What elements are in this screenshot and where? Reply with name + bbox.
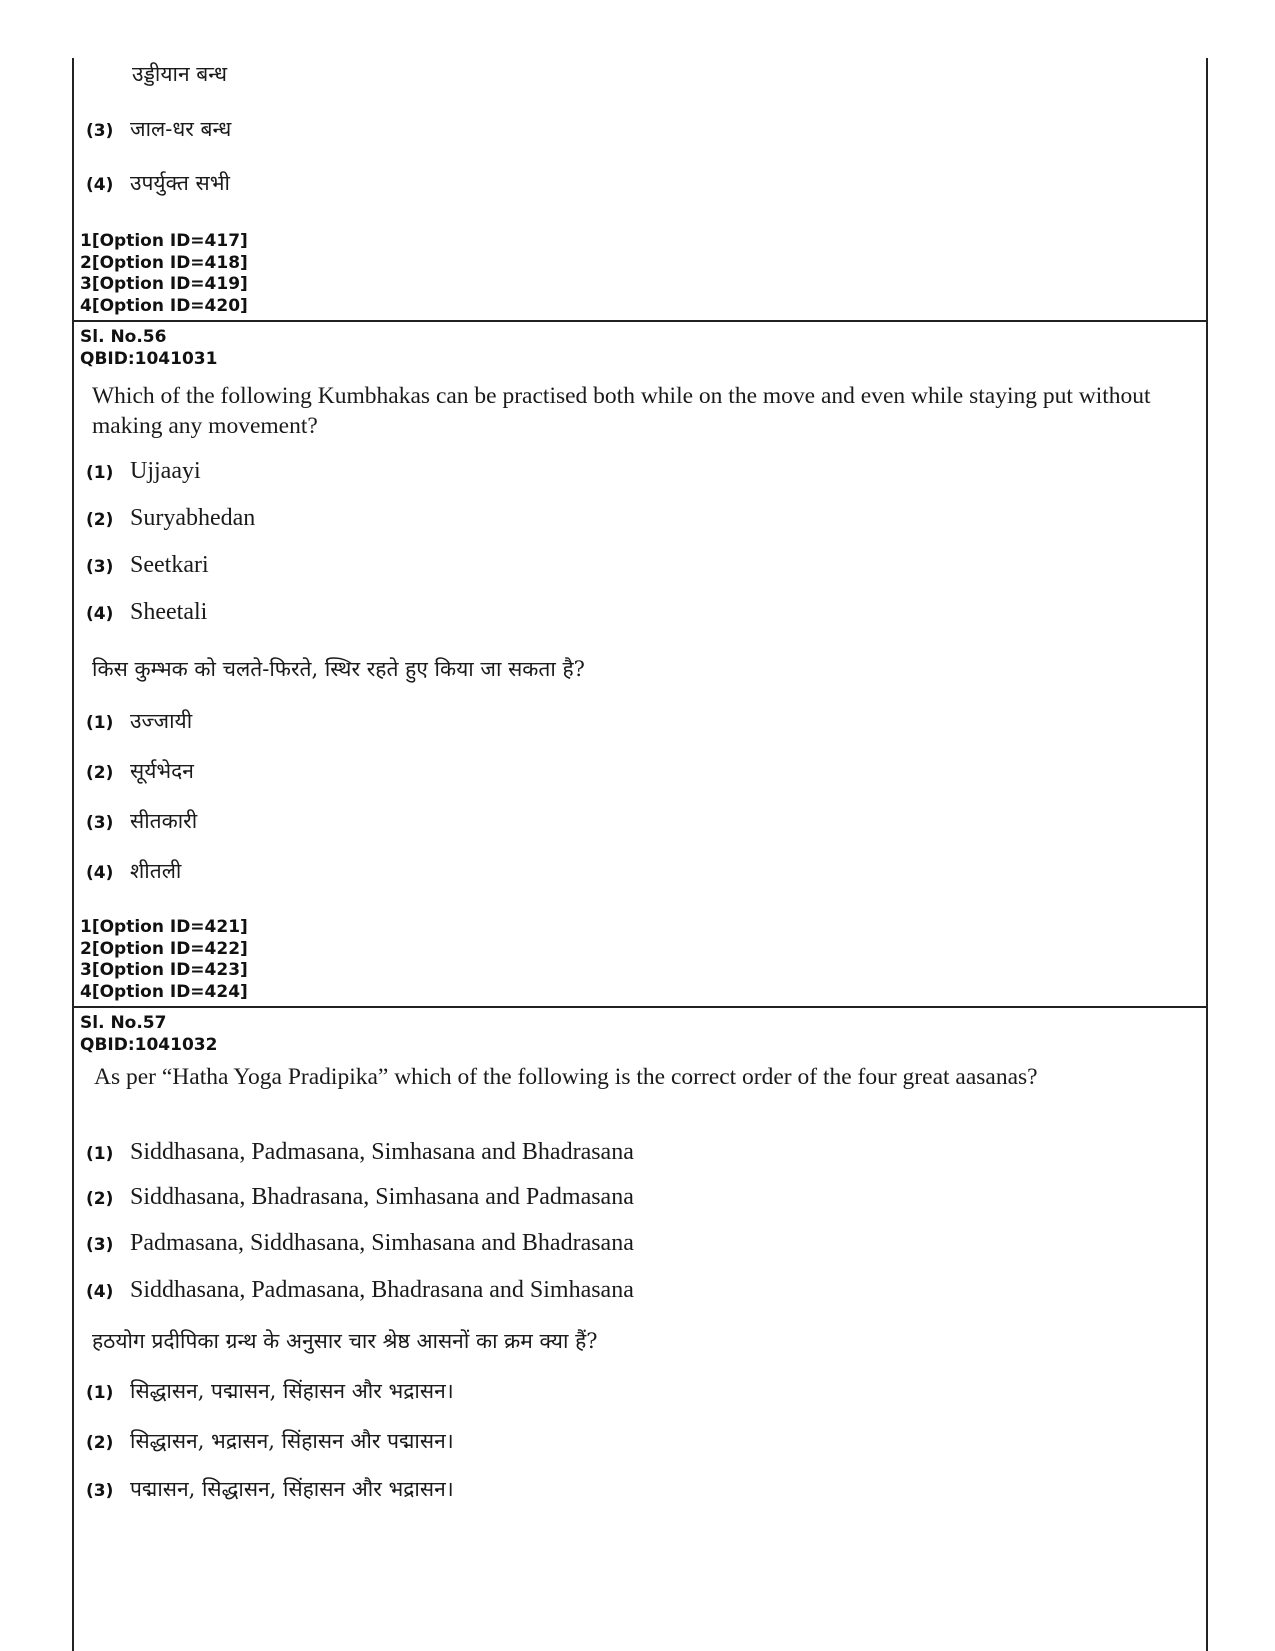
option-number: (2) (86, 763, 114, 783)
option-text: Suryabhedan (130, 505, 256, 531)
option-text: Siddhasana, Padmasana, Simhasana and Bhadrasana (130, 1139, 634, 1165)
option-number: (1) (86, 1383, 114, 1403)
option-text: Seetkari (130, 552, 209, 578)
q56-option-hi-2 (86, 757, 194, 785)
option-id: 4[Option ID=420] (80, 295, 248, 316)
option-id: 3[Option ID=419] (80, 274, 248, 294)
q56-header (80, 327, 217, 370)
option-number: (3) (86, 121, 114, 141)
question-divider (74, 1006, 1206, 1008)
option-text: जाल-धर बन्ध (130, 117, 232, 141)
option-text: Padmasana, Siddhasana, Simhasana and Bhadrasana (130, 1230, 634, 1256)
q57-question-text-en: As per “Hatha Yoga Pradipika” which of the following is the correct order of the four great aasanas? (94, 1064, 1038, 1090)
q56-option-en-1 (86, 458, 201, 485)
option-number: (4) (86, 175, 114, 195)
q56-option-en-2 (86, 505, 255, 532)
qbid: QBID:1041032 (80, 1034, 218, 1055)
prev-option-4 (86, 169, 230, 197)
q56-question-text-hi: किस कुम्भक को चलते-फिरते, स्थिर रहते हुए किया जा सकता है? (92, 657, 585, 681)
option-number: (1) (86, 713, 114, 733)
option-text: उड्डीयान बन्ध (132, 62, 228, 86)
q57-option-hi-2 (86, 1427, 454, 1455)
option-number: (2) (86, 1433, 114, 1453)
q57-option-hi-3 (86, 1475, 454, 1503)
serial-number: Sl. No.56 (80, 327, 167, 347)
q56-question-text-en: Which of the following Kumbhakas can be practised both while on the move and even while staying put without making any movement? (92, 383, 1151, 439)
option-text: पद्मासन, सिद्धासन, सिंहासन और भद्रासन। (130, 1477, 454, 1501)
option-number: (3) (86, 1235, 114, 1255)
option-id: 1[Option ID=417] (80, 231, 248, 251)
option-id: 2[Option ID=418] (80, 252, 248, 273)
option-number: (1) (86, 1144, 114, 1164)
option-number: (1) (86, 463, 114, 483)
option-number: (2) (86, 510, 114, 530)
option-text: सूर्यभेदन (130, 759, 194, 783)
prev-option-id-list (80, 231, 248, 317)
q57-header (80, 1013, 217, 1056)
q56-option-hi-1 (86, 707, 192, 735)
option-text: शीतली (130, 859, 182, 883)
option-id: 1[Option ID=421] (80, 917, 248, 937)
q57-option-en-4 (86, 1277, 634, 1304)
serial-number: Sl. No.57 (80, 1013, 167, 1033)
option-number: (4) (86, 604, 114, 624)
q57-option-en-3 (86, 1230, 634, 1257)
q56-option-en-3 (86, 552, 209, 579)
option-number: (3) (86, 557, 114, 577)
question-divider (74, 320, 1206, 322)
option-text: Siddhasana, Padmasana, Bhadrasana and Simhasana (130, 1277, 634, 1303)
option-number: (3) (86, 1481, 114, 1501)
option-number: (3) (86, 813, 114, 833)
option-number: (4) (86, 863, 114, 883)
prev-option-3 (86, 115, 231, 143)
qbid: QBID:1041031 (80, 348, 218, 369)
prev-option-2-continued (132, 60, 227, 88)
q57-question-text-hi: हठयोग प्रदीपिका ग्रन्थ के अनुसार चार श्रेष्ठ आसनों का क्रम क्या हैं? (92, 1329, 598, 1353)
option-text: सिद्धासन, पद्मासन, सिंहासन और भद्रासन। (130, 1379, 454, 1403)
option-text: सीतकारी (130, 809, 198, 833)
option-number: (4) (86, 1282, 114, 1302)
option-id: 3[Option ID=423] (80, 960, 248, 980)
q56-option-hi-3 (86, 807, 197, 835)
option-number: (2) (86, 1189, 114, 1209)
option-text: Siddhasana, Bhadrasana, Simhasana and Padmasana (130, 1184, 634, 1210)
option-text: उपर्युक्त सभी (130, 171, 230, 195)
option-text: Ujjaayi (130, 458, 201, 484)
option-text: सिद्धासन, भद्रासन, सिंहासन और पद्मासन। (130, 1429, 454, 1453)
q57-option-en-1 (86, 1139, 634, 1166)
q56-option-id-list (80, 917, 248, 1003)
option-id: 2[Option ID=422] (80, 938, 248, 959)
option-id: 4[Option ID=424] (80, 981, 248, 1002)
q56-option-hi-4 (86, 857, 181, 885)
q57-option-hi-1 (86, 1377, 454, 1405)
q56-option-en-4 (86, 599, 207, 626)
q57-option-en-2 (86, 1184, 634, 1211)
question-paper-page (72, 58, 1208, 1651)
option-text: Sheetali (130, 599, 208, 625)
option-text: उज्जायी (130, 709, 193, 733)
